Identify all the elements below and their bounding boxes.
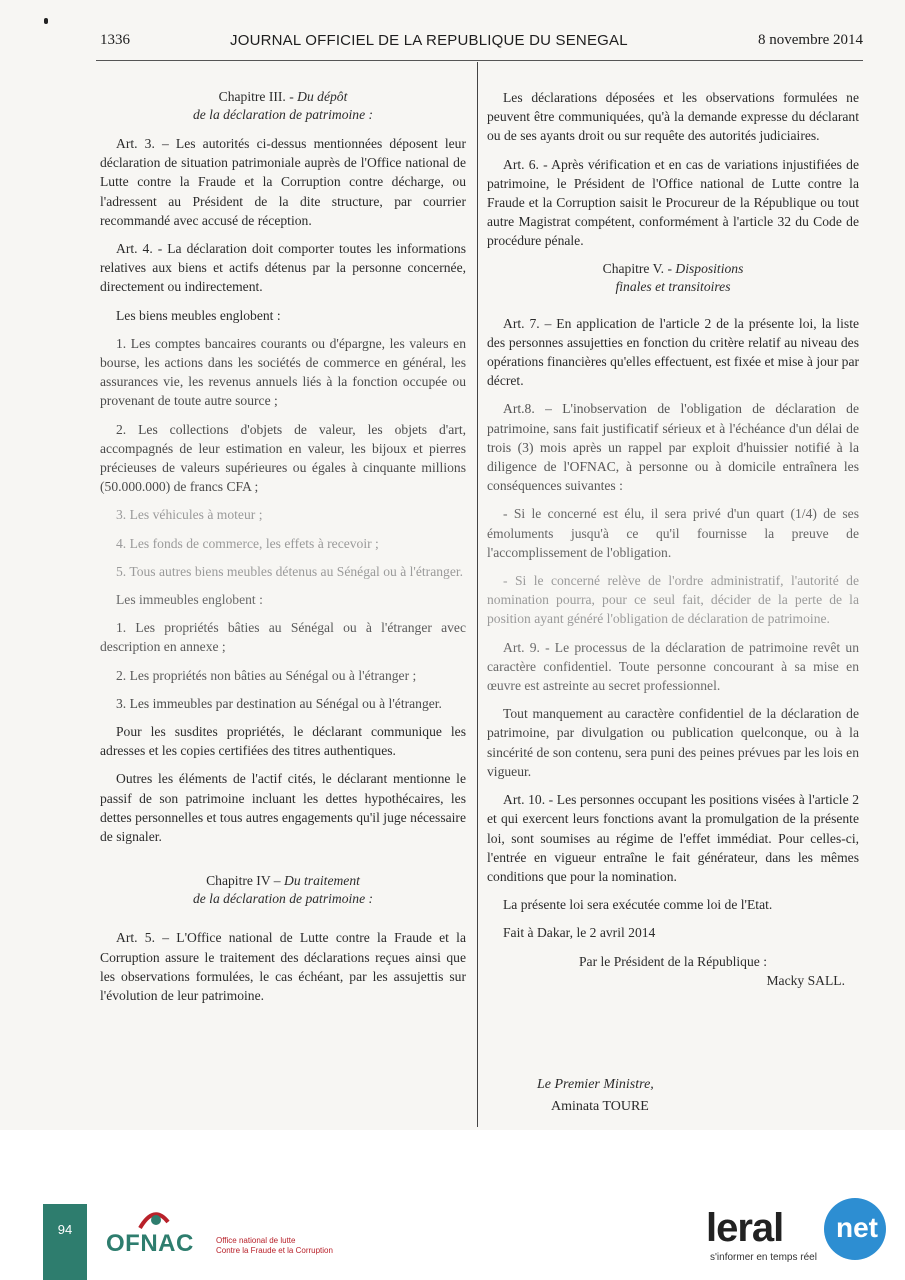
- ofnac-subtitle-line-2: Contre la Fraude et la Corruption: [216, 1246, 333, 1255]
- page-number: 1336: [100, 32, 130, 48]
- meuble-item-5: 5. Tous autres biens meubles détenus au Sénégal ou à l'étranger.: [116, 563, 464, 579]
- ofnac-logo-block: [106, 1208, 366, 1268]
- immeuble-item-2: 2. Les propriétés non bâties au Sénégal ou à l'étranger ;: [116, 667, 417, 683]
- ofnac-subtitle-line-1: Office national de lutte: [216, 1236, 296, 1245]
- immeuble-item-1: 1. Les propriétés bâties au Sénégal ou à l'étranger avec description en annexe ;: [100, 620, 466, 655]
- chapter-4-heading: [100, 872, 466, 908]
- article-6: Art. 6. - Après vérification et en cas de variations injustifiées de patrimoine, le Président de l'Office national de Lutte contre la Fraude et la Corruption saisit le Procureur de la République ou tout autre Magistrat compétent, conformément à l'article 32 du Code de procédure pénale.: [487, 156, 859, 249]
- immeubles-intro: Les immeubles englobent :: [116, 592, 263, 608]
- leral-logo-block: [706, 1198, 902, 1270]
- leral-tagline: s'informer en temps réel: [710, 1252, 817, 1263]
- chapter-4-subtitle-2: de la déclaration de patrimoine :: [192, 891, 374, 907]
- journal-title: JOURNAL OFFICIEL DE LA REPUBLIQUE DU SENEGAL: [230, 32, 628, 49]
- header-rule: [96, 60, 863, 61]
- meuble-item-1: 1. Les comptes bancaires courants ou d'épargne, les valeurs en bourse, les actions dans les sociétés de commerce en général, les assurances vie, les revenus annuels liés à la fonction occupée ou provenant de toute autre source ;: [100, 335, 466, 409]
- president-signature-label: Par le Président de la République :: [578, 953, 767, 969]
- manquement-paragraph: Tout manquement au caractère confidentiel de la déclaration de patrimoine, par divulgation ou publication quelconque, ou à la sincérité de son contenu, sera puni des peines prévues par les lois en vigueur.: [487, 706, 859, 779]
- premier-ministre-block: [537, 1074, 654, 1118]
- article-9: Art. 9. - Le processus de la déclaration de patrimoine revêt un caractère confidentiel. Toute personne concourant à sa mise en œuvre est astreinte au secret professionnel.: [487, 639, 859, 694]
- president-name: Macky SALL.: [766, 972, 845, 988]
- left-column: [100, 88, 466, 1014]
- chapter-5-subtitle-1: Dispositions: [675, 260, 744, 276]
- execution-line: La présente loi sera exécutée comme loi de l'Etat.: [503, 897, 773, 913]
- article-8: Art.8. – L'inobservation de l'obligation de déclaration de patrimoine, sans fait justificatif sérieux et à l'échéance d'un délai de trois (3) mois après un rappel par exploit d'huissier notifié à la diligence de l'OFNAC, à personne ou à domicile entraînera les conséquences suivantes :: [487, 401, 859, 494]
- column-divider: [477, 62, 478, 1127]
- premier-ministre-name: Aminata TOURE: [551, 1099, 649, 1114]
- article-4: Art. 4. - La déclaration doit comporter toutes les informations relatives aux biens et actifs détenus par la personne concernée, directement ou indirectement.: [100, 241, 466, 295]
- page-header: [100, 32, 863, 56]
- article-10: Art. 10. - Les personnes occupant les positions visées à l'article 2 et qui exercent leurs fonctions avant la promulgation de la présente loi, sont soumises au régime de l'effet immédiat. Pour celles-ci, l'entrée en vigueur entraîne le fait générateur, dans les mêmes conditions que pour la nomination.: [487, 792, 859, 884]
- leral-net-text: net: [836, 1212, 878, 1243]
- issue-date: 8 novembre 2014: [758, 32, 863, 48]
- chapter-3-subtitle-2: de la déclaration de patrimoine :: [192, 107, 374, 122]
- meubles-intro: Les biens meubles englobent :: [116, 307, 281, 323]
- meuble-item-2: 2. Les collections d'objets de valeur, les objets d'art, accompagnés de leur estimation en valeur, les bijoux et pierres précieuses de valeurs supérieures ou égales à cinquante millions (50.000.000) de francs CFA ;: [100, 421, 466, 495]
- sanction-administratif: - Si le concerné relève de l'ordre administratif, l'autorité de nomination pourra, pour ce seul fait, décider de la perte de la position ayant généré l'obligation de déclaration de patrimoine.: [487, 573, 859, 627]
- fait-a-dakar: Fait à Dakar, le 2 avril 2014: [503, 925, 656, 941]
- chapter-3-subtitle-1: Du dépôt: [297, 89, 348, 104]
- right-column: [487, 88, 859, 990]
- premier-ministre-title: Le Premier Ministre,: [537, 1077, 654, 1092]
- immeuble-item-3: 3. Les immeubles par destination au Sénégal ou à l'étranger.: [116, 695, 442, 711]
- ofnac-subtitle: [216, 1236, 333, 1256]
- article-3: Art. 3. – Les autorités ci-dessus mentionnées déposent leur déclaration de situation patrimoniale auprès de l'Office national de Lutte contre la Fraude et la Corruption contre décharge, ou l'adressent au Président de la dite structure, par courrier recommandé avec accusé de réception.: [100, 136, 466, 228]
- declarations-paragraph: Les déclarations déposées et les observations formulées ne peuvent être communiquées, qu'à la demande expresse du déclarant ou de ses ayants droit ou sur requête des autorités judiciaires.: [487, 90, 859, 144]
- meuble-item-3: 3. Les véhicules à moteur ;: [116, 507, 263, 523]
- meuble-item-4: 4. Les fonds de commerce, les effets à recevoir ;: [116, 535, 379, 551]
- chapter-5-heading: [487, 260, 859, 296]
- susdites-paragraph: Pour les susdites propriétés, le déclarant communique les adresses et les copies certifiées des titres authentiques.: [100, 724, 466, 759]
- chapter-3-heading: [100, 88, 466, 124]
- outres-paragraph: Outres les éléments de l'actif cités, le déclarant mentionne le passif de son patrimoine incluant les dettes hypothécaires, les dettes personnelles et tous autres engagements qu'il juge nécessaire de signaler.: [100, 771, 466, 845]
- chapter-3-label: Chapitre III. -: [218, 89, 294, 104]
- ofnac-logo: OFNAC: [106, 1230, 194, 1257]
- chapter-5-label: Chapitre V. -: [602, 260, 672, 276]
- chapter-4-label: Chapitre IV –: [206, 873, 281, 889]
- article-7: Art. 7. – En application de l'article 2 de la présente loi, la liste des personnes assujetties en fonction du critère relatif au niveau des opérations financières qu'elles effectuent, est fixée et mise à jour par décret.: [487, 315, 859, 389]
- footer-page-number: 94: [43, 1204, 87, 1280]
- chapter-4-subtitle-1: Du traitement: [284, 873, 360, 889]
- sanction-elu: - Si le concerné est élu, il sera privé d'un quart (1/4) de ses émoluments jusqu'à ce qu'il fournisse la preuve de l'accomplissement de l'obligation.: [487, 506, 859, 560]
- ofnac-emblem-icon: [136, 1208, 172, 1230]
- chapter-5-subtitle-2: finales et transitoires: [615, 278, 731, 294]
- article-5: Art. 5. – L'Office national de Lutte contre la Fraude et la Corruption assure le traitement des déclarations reçues ainsi que les observations formulées, le cas échéant, par les assujettis sur l'évolution de leur patrimoine.: [100, 930, 466, 1003]
- leral-wordmark: leral: [706, 1206, 784, 1250]
- scan-speck: [44, 18, 48, 24]
